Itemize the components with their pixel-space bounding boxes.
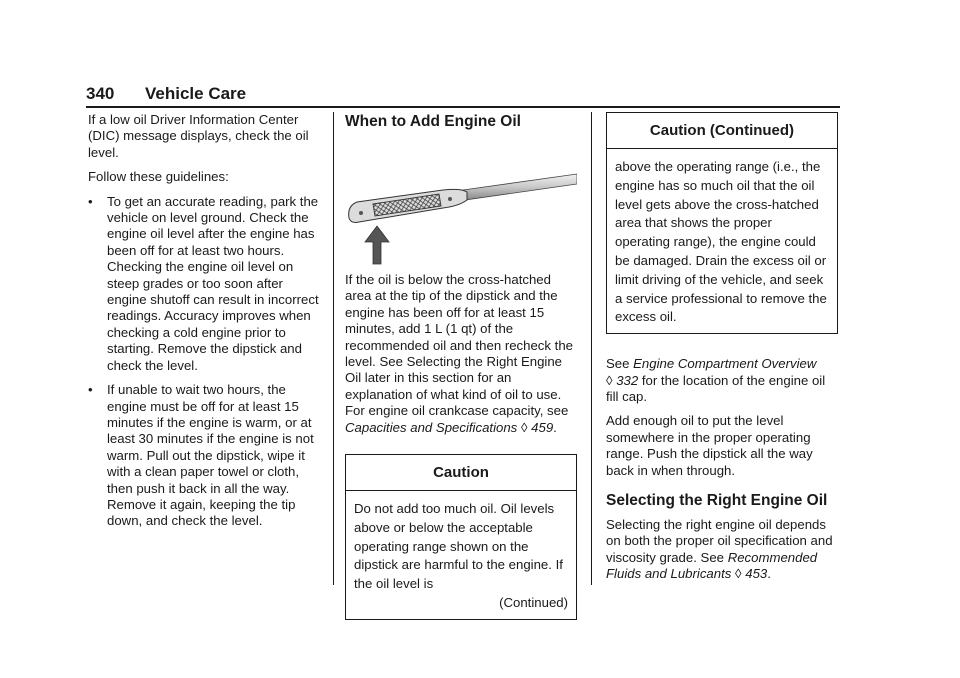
heading-when-to-add-oil: When to Add Engine Oil: [345, 113, 521, 130]
bullet-icon: •: [88, 382, 93, 398]
header-rule: [86, 106, 840, 108]
guidelines-intro: Follow these guidelines:: [88, 169, 229, 185]
engine-compartment-link[interactable]: Engine Compartment Overview ◊ 332: [606, 356, 817, 388]
list-item: [88, 194, 320, 374]
page-ref-icon: ◊: [606, 372, 613, 388]
dipstick-illustration: [343, 138, 577, 268]
column-left: [88, 112, 320, 538]
column-divider: [591, 112, 592, 585]
add-oil-paragraph: If the oil is below the cross-hatched area at the tip of the dipstick and the engine has been off for at least 15 minutes, add 1 L (1 qt) of the recommended oil and then recheck the level. See Selecting the Right Engine Oil later in this section for an explanation of what kind of oil to use. For engine oil crankcase capacity, see Capacities and Specifications ◊ 459.: [345, 272, 573, 435]
page-header: [86, 84, 840, 108]
column-middle: [345, 112, 580, 620]
see-engine-compartment-paragraph: See Engine Compartment Overview ◊ 332 for the location of the engine oil fill cap.: [606, 356, 826, 404]
intro-paragraph: If a low oil Driver Information Center (DIC) message displays, check the oil level.: [88, 112, 309, 160]
section-title: Vehicle Care: [145, 84, 247, 103]
caution-box: [345, 454, 577, 620]
heading-selecting-oil: Selecting the Right Engine Oil: [606, 492, 828, 510]
continued-label: (Continued): [499, 595, 568, 611]
caution-continued-body: above the operating range (i.e., the engine has so much oil that the oil level gets above the cross-hatched area that shows the proper operating range), the engine could be damaged. Drain the excess oil or limit driving of the vehicle, and seek a service professional to remove the excess oil.: [615, 159, 827, 325]
page-number: 340: [86, 84, 115, 103]
caution-continued-title: Caution (Continued): [607, 113, 837, 149]
column-divider: [333, 112, 334, 585]
caution-body: Do not add too much oil. Oil levels above or below the acceptable operating range shown on the dipstick are harmful to the engine. If the oil level is (Continued): [346, 491, 576, 619]
selecting-oil-paragraph: Selecting the right engine oil depends on both the proper oil specification and viscosity grade. See Recommended Fluids and Lubricants ◊ 453.: [606, 517, 833, 582]
recommended-fluids-link[interactable]: Recommended Fluids and Lubricants ◊ 453: [606, 549, 818, 582]
list-item: [88, 382, 320, 530]
column-right: [606, 112, 841, 591]
page-ref-icon: ◊: [520, 419, 528, 435]
list-item-text: To get an accurate reading, park the vehicle on level ground. Check the engine oil level after the engine has been off for at least two hours. Checking the engine oil level on steep grades or too soon after engine shutoff can result in incorrect readings. Accuracy improves when checking a cold engine prior to starting. Remove the dipstick and check the level.: [107, 193, 319, 373]
capacities-link[interactable]: Capacities and Specifications ◊ 459: [345, 419, 554, 435]
bullet-icon: •: [88, 193, 93, 209]
add-enough-oil-paragraph: Add enough oil to put the level somewhere in the proper operating range. Push the dipstick all the way back in when through.: [606, 413, 813, 478]
caution-continued-box: [606, 112, 838, 334]
list-item-text: If unable to wait two hours, the engine must be off for at least 15 minutes if the engine is warm, or at least 30 minutes if the engine is not warm. Pull out the dipstick, wipe it with a clean paper towel or cloth, then push it back in all the way. Remove it again, keeping the tip down, and check the level.: [107, 382, 314, 529]
page-ref-icon: ◊: [735, 566, 742, 582]
caution-title: Caution: [346, 455, 576, 491]
